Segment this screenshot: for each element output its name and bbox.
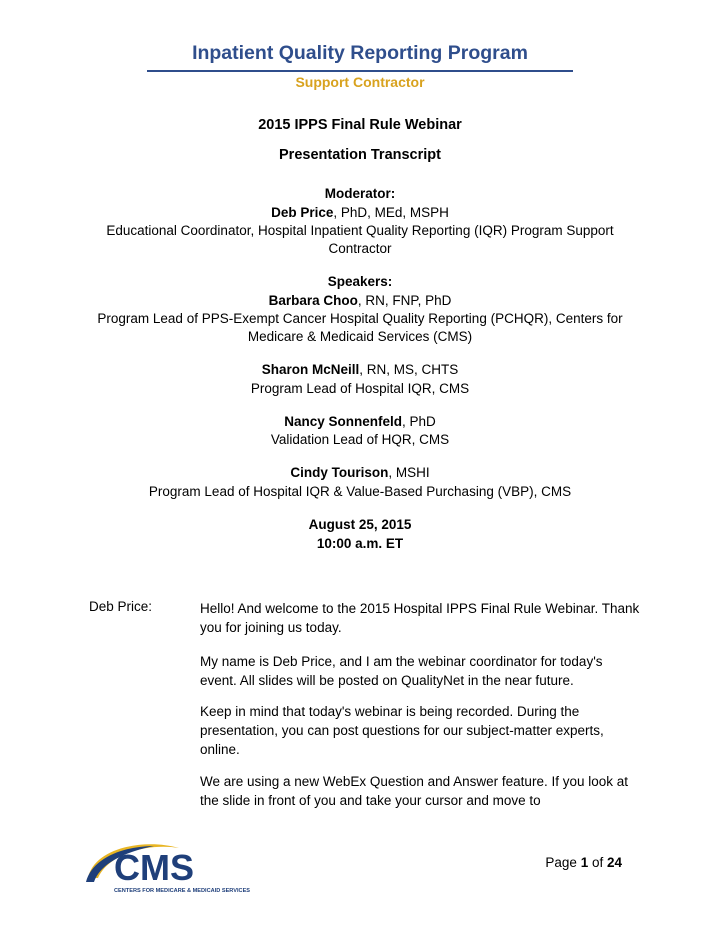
transcript-paragraph: Hello! And welcome to the 2015 Hospital IPPS Final Rule Webinar. Thank you for joining us today.	[200, 601, 640, 635]
speaker-name: Cindy Tourison	[290, 465, 389, 480]
event-date: August 25, 2015	[308, 517, 412, 532]
cms-logo-icon	[84, 838, 254, 896]
moderator-role-2: Contractor	[328, 241, 392, 256]
speaker-role: Program Lead of Hospital IQR, CMS	[250, 381, 470, 396]
transcript-subtitle: Presentation Transcript	[279, 147, 441, 163]
speaker-line	[0, 414, 720, 429]
speaker-line	[0, 362, 720, 377]
program-subtitle: Support Contractor	[295, 74, 425, 90]
moderator-credentials: , PhD, MEd, MSPH	[333, 205, 449, 220]
svg-text:CMS: CMS	[114, 847, 194, 888]
speaker-role: Medicare & Medicaid Services (CMS)	[247, 329, 473, 344]
speaker-role: Validation Lead of HQR, CMS	[270, 432, 450, 447]
header-divider	[147, 70, 573, 72]
speaker-credentials: , PhD	[402, 414, 436, 429]
speaker-credentials: , RN, MS, CHTS	[359, 362, 459, 377]
transcript-paragraph: My name is Deb Price, and I am the webinar coordinator for today's event. All slides will be posted on QualityNet in the near future.	[200, 654, 603, 688]
program-title: Inpatient Quality Reporting Program	[192, 42, 528, 64]
moderator-line	[0, 205, 720, 220]
svg-text:CENTERS FOR MEDICARE & MEDICAI: CENTERS FOR MEDICARE & MEDICAID SERVICES	[114, 888, 251, 894]
speaker-credentials: , MSHI	[388, 465, 430, 480]
page-number: Page 1 of 24	[545, 855, 622, 870]
webinar-title: 2015 IPPS Final Rule Webinar	[258, 117, 462, 133]
speaker-credentials: , RN, FNP, PhD	[357, 293, 452, 308]
speaker-line	[0, 293, 720, 308]
moderator-name: Deb Price	[271, 205, 334, 220]
transcript-paragraph: We are using a new WebEx Question and Answer feature. If you look at the slide in front of you and take your cursor and move to	[200, 774, 628, 808]
speaker-line	[0, 465, 720, 480]
speaker-role: Program Lead of PPS-Exempt Cancer Hospital Quality Reporting (PCHQR), Centers for	[97, 311, 623, 326]
transcript-paragraph: Keep in mind that today's webinar is being recorded. During the presentation, you can post questions for our subject-matter experts, online.	[200, 704, 604, 757]
speaker-role: Program Lead of Hospital IQR & Value-Based Purchasing (VBP), CMS	[148, 484, 572, 499]
moderator-heading: Moderator:	[324, 186, 396, 201]
speaker-name: Nancy Sonnenfeld	[284, 414, 402, 429]
speaker-name: Barbara Choo	[268, 293, 358, 308]
event-time: 10:00 a.m. ET	[316, 536, 404, 551]
moderator-role-1: Educational Coordinator, Hospital Inpatient Quality Reporting (IQR) Program Support	[106, 223, 614, 238]
speaker-name: Sharon McNeill	[261, 362, 360, 377]
transcript-speaker-label: Deb Price:	[89, 599, 153, 614]
speakers-heading: Speakers:	[327, 274, 393, 289]
